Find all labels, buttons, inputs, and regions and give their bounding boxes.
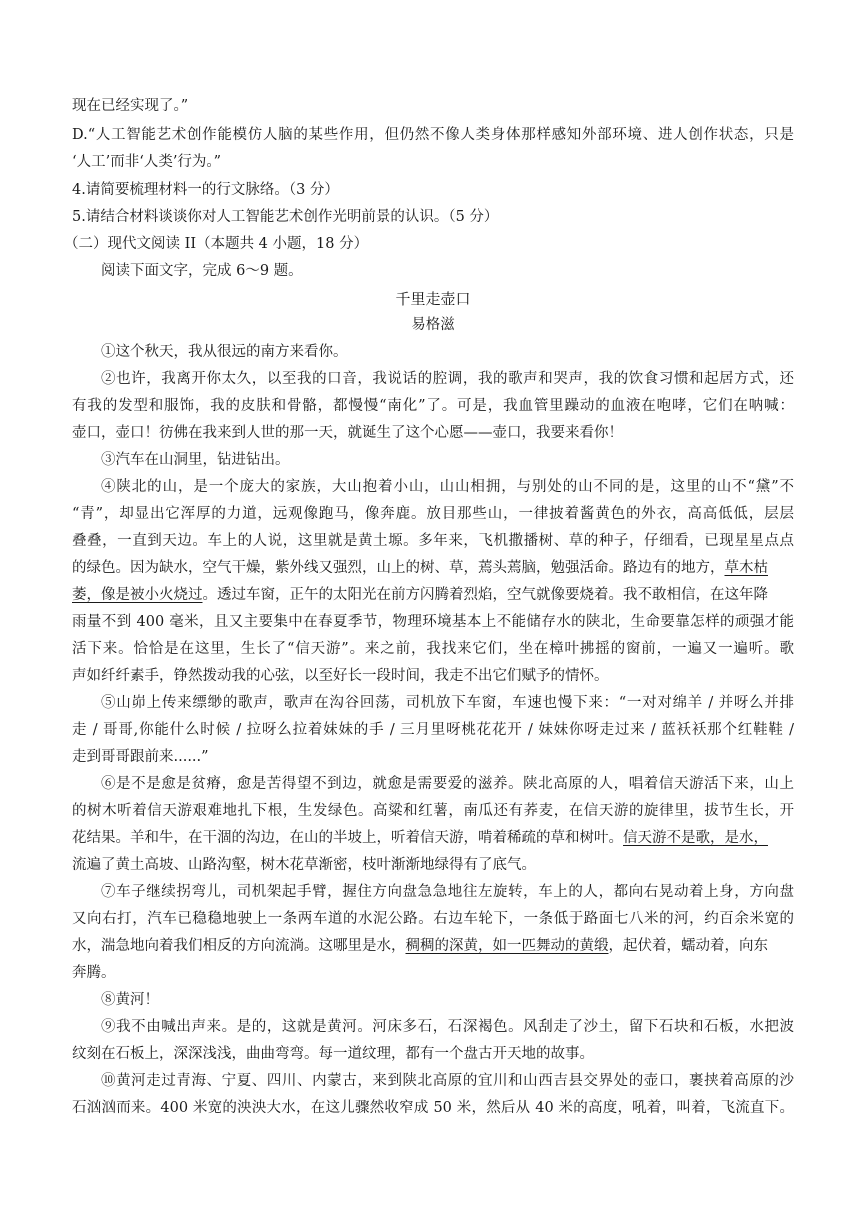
paragraph-5: 走 / 哥哥,你能什么时候 / 拉呀么拉着妹妹的手 / 三月里呀桃花花开 / 妹妹你呀走过来 / 蓝袄袄那个红鞋鞋 / bbox=[72, 722, 794, 738]
underlined-phrase: 萎，像是被小火烧过 bbox=[72, 587, 203, 603]
section-heading: （二）现代文阅读 II（本题共 4 小题，18 分） bbox=[64, 236, 369, 252]
paragraph-6: 的树木听着信天游艰难地扎下根，生发绿色。高粱和红薯，南瓜还有荞麦，在信天游的旋律里，拔节生长，开 bbox=[72, 803, 794, 819]
paragraph-4: 活下来。恰恰是在这里，生长了“信天游”。来之前，我找来它们，坐在樟叶拂摇的窗前，一遍又一遍听。歌 bbox=[72, 641, 794, 657]
paragraph-7 bbox=[72, 937, 794, 955]
paragraph-6 bbox=[72, 829, 794, 847]
paragraph-8: ⑧黄河！ bbox=[101, 992, 159, 1008]
question-5: 5.请结合材料谈谈你对人工智能艺术创作光明前景的认识。（5 分） bbox=[72, 209, 499, 225]
paragraph-7: 又向右打，汽车已稳稳地驶上一条两车道的水泥公路。右边车轮下，一条低于路面七八米的河，约百余米宽的 bbox=[72, 911, 794, 927]
instruction: 阅读下面文字，完成 6～9 题。 bbox=[101, 263, 303, 279]
paragraph-4-text: 。透过车窗，正午的太阳光在前方闪腾着烈焰，空气就像要烧着。我不敢相信，在这年降 bbox=[202, 587, 768, 603]
paragraph-7: 奔腾。 bbox=[72, 965, 116, 981]
underlined-phrase: 稠稠的深黄，如一匹舞动的黄缎 bbox=[405, 938, 609, 954]
text-line: D.“人工智能艺术创作能模仿人脑的某些作用，但仍然不像人类身体那样感知外部环境、进人创作状态，只是 bbox=[72, 127, 794, 143]
question-4: 4.请简要梳理材料一的行文脉络。（3 分） bbox=[72, 182, 339, 198]
paragraph-6: ⑥是不是愈是贫瘠，愈是苦得望不到边，就愈是需要爱的滋养。陕北高原的人，唱着信天游活下来，山上 bbox=[101, 776, 794, 792]
paragraph-3: ③汽车在山洞里，钻进钻出。 bbox=[101, 452, 290, 468]
text-line: 现在已经实现了。” bbox=[72, 98, 189, 114]
paragraph-2: 壶口，壶口！彷佛在我来到人世的那一天，就诞生了这个心愿——壶口，我要来看你！ bbox=[72, 425, 623, 441]
paragraph-5: ⑤山峁上传来缥缈的歌声，歌声在沟谷回荡，司机放下车窗，车速也慢下来：“一对对绵羊 / 并呀么并排 bbox=[101, 695, 794, 711]
underlined-phrase: 草木枯 bbox=[724, 560, 768, 576]
paragraph-4: 声如纤纤素手，铮然拨动我的心弦，以至好长一段时间，我走不出它们赋予的情怀。 bbox=[72, 668, 609, 684]
paragraph-7-text: ，起伏着，蠕动着，向东 bbox=[608, 938, 768, 954]
article-author: 易格滋 bbox=[411, 317, 455, 333]
text-line: ‘人工’而非‘人类’行为。” bbox=[72, 154, 222, 170]
paragraph-9: 纹刻在石板上，深深浅浅，曲曲弯弯。每一道纹理，都有一个盘古开天地的故事。 bbox=[72, 1046, 594, 1062]
paragraph-4: 叠叠，一直到天边。车上的人说，这里就是黄土塬。多年来，飞机撒播树、草的种子，仔细看，已现星星点点 bbox=[72, 533, 794, 549]
paragraph-4 bbox=[72, 559, 794, 577]
paragraph-4: ④陕北的山，是一个庞大的家族，大山抱着小山，山山相拥，与别处的山不同的是，这里的山不“黛”不 bbox=[101, 479, 794, 495]
paragraph-2: 有我的发型和服饰，我的皮肤和骨骼，都慢慢“南化”了。可是，我血管里躁动的血液在咆哮，它们在呐喊： bbox=[72, 398, 794, 414]
article-title: 千里走壶口 bbox=[395, 290, 471, 308]
paragraph-10: 石汹汹而来。400 米宽的泱泱大水，在这儿骤然收窄成 50 米，然后从 40 米的高度，吼着，叫着，飞流直下。 bbox=[72, 1100, 794, 1116]
paragraph-2: ②也许，我离开你太久，以至我的口音，我说话的腔调，我的歌声和哭声，我的饮食习惯和起居方式，还 bbox=[101, 371, 794, 387]
paragraph-5: 走到哥哥跟前来......” bbox=[72, 749, 209, 765]
paragraph-7: ⑦车子继续拐弯儿，司机架起手臂，握住方向盘急急地往左旋转，车上的人，都向右晃动着上身，方向盘 bbox=[101, 884, 794, 900]
underlined-phrase: 信天游不是歌，是水， bbox=[623, 830, 768, 846]
paragraph-7-text: 水，湍急地向着我们相反的方向流淌。这哪里是水， bbox=[72, 938, 406, 954]
paragraph-4: 雨量不到 400 毫米，且又主要集中在春夏季节，物理环境基本上不能储存水的陕北，生命要靠怎样的顽强才能 bbox=[72, 614, 794, 630]
paragraph-1: ①这个秋天，我从很远的南方来看你。 bbox=[101, 344, 348, 360]
paragraph-4 bbox=[72, 586, 794, 604]
paragraph-4: “青”，却显出它浑厚的力道，远观像跑马，像奔鹿。放目那些山，一律披着酱黄色的外衣，高高低低，层层 bbox=[72, 506, 794, 522]
paragraph-6-text: 花结果。羊和牛，在干涸的沟边，在山的半坡上，听着信天游，啃着稀疏的草和树叶。 bbox=[72, 830, 623, 846]
paragraph-9: ⑨我不由喊出声来。是的，这就是黄河。河床多石，石深褐色。风刮走了沙土，留下石块和石板，水把波 bbox=[101, 1019, 794, 1035]
paragraph-4-text: 的绿色。因为缺水，空气干燥，紫外线又强烈，山上的树、草，蔫头蔫脑，勉强活命。路边有的地方， bbox=[72, 560, 725, 576]
paragraph-6: 流遍了黄土高坡、山路沟壑，树木花草渐密，枝叶渐渐地绿得有了底气。 bbox=[72, 857, 536, 873]
paragraph-10: ⑩黄河走过青海、宁夏、四川、内蒙古，来到陕北高原的宜川和山西吉县交界处的壶口，裹挟着高原的沙 bbox=[101, 1073, 794, 1089]
